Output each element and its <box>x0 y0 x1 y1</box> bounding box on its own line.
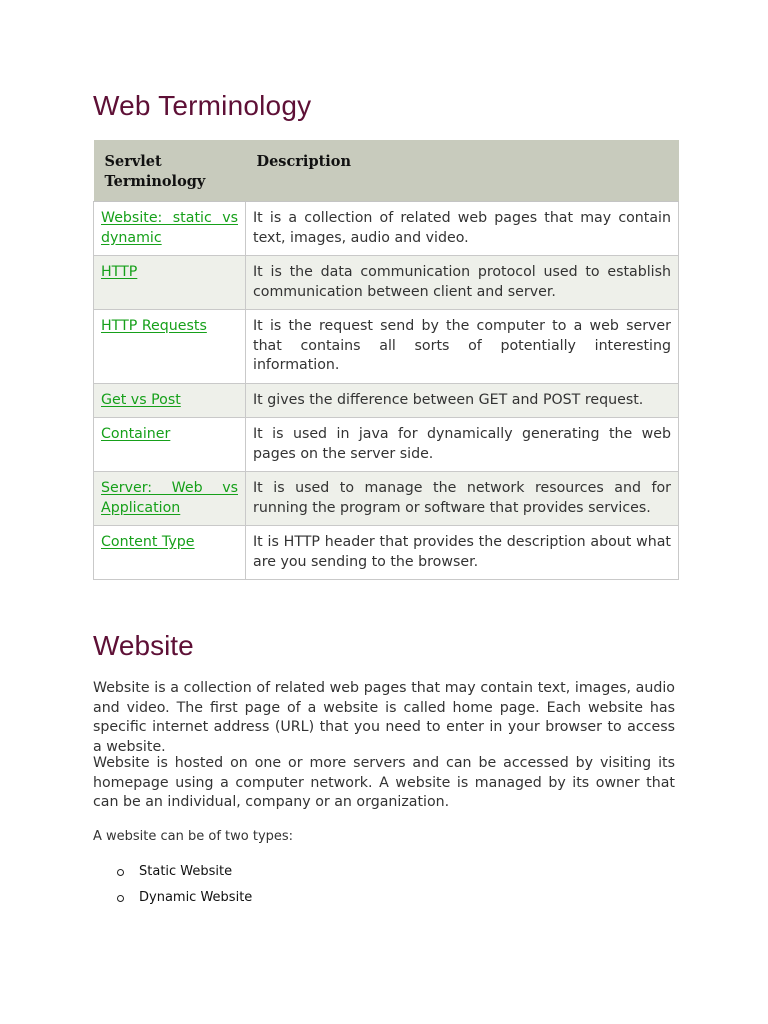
terminology-table <box>93 140 679 580</box>
term-link-get-vs-post[interactable]: Get vs Post <box>101 391 181 408</box>
circle-bullet-icon <box>117 869 124 876</box>
description-cell: It is the request send by the computer to a web server that contains all sorts of potentially interesting information. <box>246 310 679 384</box>
paragraph: Website is hosted on one or more servers and can be accessed by visiting its homepage using a computer network. A website is managed by its owner that can be an individual, company or an organization. <box>93 755 675 810</box>
table-row <box>94 202 679 256</box>
page-title: Web Terminology <box>93 90 312 121</box>
column-header-description: Description <box>246 140 679 202</box>
paragraph: Website is a collection of related web pages that may contain text, images, audio and video. The first page of a website is called home page. Each website has specific internet address (URL) that you need to enter in your browser to access a website. <box>93 680 675 755</box>
term-cell <box>94 310 246 384</box>
column-header-term: Servlet Terminology <box>94 140 246 202</box>
description-cell: It is used in java for dynamically generating the web pages on the server side. <box>246 418 679 472</box>
table-header-row <box>94 140 679 202</box>
description-cell: It is used to manage the network resources and for running the program or software that provides services. <box>246 472 679 526</box>
term-link-content-type[interactable]: Content Type <box>101 534 195 550</box>
term-link-server[interactable]: Server: Web vs Application <box>101 480 238 516</box>
term-link-container[interactable]: Container <box>101 426 171 442</box>
term-cell <box>94 418 246 472</box>
term-cell <box>94 383 246 418</box>
list-item <box>117 863 252 889</box>
term-cell <box>94 526 246 580</box>
term-cell <box>94 256 246 310</box>
list-item <box>117 889 252 915</box>
description-cell: It is the data communication protocol used to establish communication between client and server. <box>246 256 679 310</box>
table-row <box>94 472 679 526</box>
term-cell <box>94 202 246 256</box>
description-cell: It is HTTP header that provides the description about what are you sending to the browser. <box>246 526 679 580</box>
circle-bullet-icon <box>117 895 124 902</box>
description-cell: It gives the difference between GET and POST request. <box>246 383 679 418</box>
term-cell <box>94 472 246 526</box>
table-row <box>94 310 679 384</box>
table-row <box>94 526 679 580</box>
list-item-label: Dynamic Website <box>139 890 253 905</box>
table-row <box>94 383 679 418</box>
table-row <box>94 418 679 472</box>
table-row <box>94 256 679 310</box>
term-link-http[interactable]: HTTP <box>101 264 138 280</box>
types-intro: A website can be of two types: <box>93 829 294 844</box>
description-cell: It is a collection of related web pages that may contain text, images, audio and video. <box>246 202 679 256</box>
term-link-website[interactable]: Website: static vs dynamic <box>101 210 238 246</box>
term-link-http-requests[interactable]: HTTP Requests <box>101 318 207 334</box>
list-item-label: Static Website <box>139 864 233 879</box>
section-title: Website <box>93 630 194 661</box>
website-types-list <box>117 863 252 915</box>
